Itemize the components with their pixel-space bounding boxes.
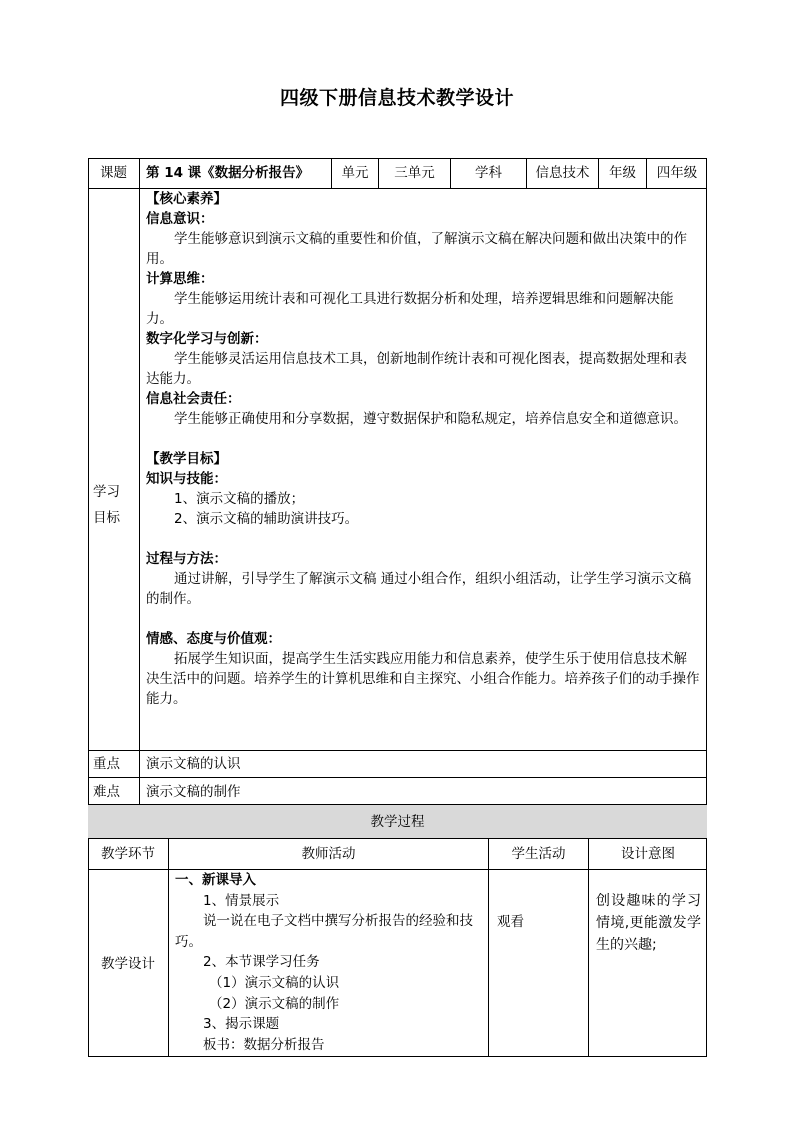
process-methods-title: 过程与方法： <box>146 551 227 567</box>
teacher-line-4: （1）演示文稿的认识 <box>209 974 340 991</box>
teacher-line-6: 3、揭示课题 <box>203 1016 280 1033</box>
knowledge-item-2: 2、演示文稿的辅助演讲技巧。 <box>174 511 359 527</box>
info-awareness-text: 学生能够意识到演示文稿的重要性和价值，了解演示文稿在解决问题和做出决策中的作用。 <box>146 231 687 267</box>
process-methods-text: 通过讲解，引导学生了解演示文稿 通过小组合作，组织小组活动，让学生学习演示文稿的制作。 <box>146 571 692 607</box>
objectives-content <box>139 188 707 750</box>
column-design-intent: 设计意图 <box>588 838 707 869</box>
objectives-label <box>88 188 139 750</box>
unit-label: 单元 <box>331 158 378 188</box>
info-awareness-title: 信息意识： <box>146 211 214 227</box>
objectives-label-line1: 学习 <box>93 483 120 500</box>
teacher-line-1: 1、情景展示 <box>203 892 280 909</box>
document-title: 四级下册信息技术教学设计 <box>279 87 514 109</box>
key-point-value: 演示文稿的认识 <box>139 750 707 777</box>
emotion-values-text: 拓展学生知识面，提高学生生活实践应用能力和信息素养，使学生乐于使用信息技术解决生活中的问题。培养学生的计算机思维和自主探究、小组合作能力。培养孩子们的动手操作能力。 <box>146 651 700 707</box>
key-point-label: 重点 <box>88 750 139 777</box>
column-stage: 教学环节 <box>88 838 168 869</box>
teacher-line-2: 说一说在电子文档中撰写分析报告的经验和技巧。 <box>175 913 473 950</box>
teacher-line-7: 板书：数据分析报告 <box>203 1036 325 1053</box>
digital-learning-title: 数字化学习与创新： <box>146 331 268 347</box>
grade-value: 四年级 <box>646 158 707 188</box>
student-activity-cell: 观看 <box>488 869 588 1057</box>
social-responsibility-title: 信息社会责任： <box>146 391 241 407</box>
teacher-activity-cell <box>168 869 488 1057</box>
knowledge-item-1: 1、演示文稿的播放； <box>174 491 305 507</box>
process-section-header: 教学过程 <box>88 805 707 838</box>
objectives-label-line2: 目标 <box>93 509 120 526</box>
teaching-goals-heading: 【教学目标】 <box>146 451 227 467</box>
design-intent-cell: 创设趣味的学习情境,更能激发学生的兴趣; <box>588 869 707 1057</box>
difficulty-value: 演示文稿的制作 <box>139 777 707 805</box>
teacher-line-5: （2）演示文稿的制作 <box>209 995 340 1012</box>
grade-label: 年级 <box>598 158 646 188</box>
knowledge-skills-title: 知识与技能： <box>146 471 227 487</box>
teacher-heading: 一、新课导入 <box>175 872 256 888</box>
digital-learning-text: 学生能够灵活运用信息技术工具，创新地制作统计表和可视化图表，提高数据处理和表达能力。 <box>146 351 687 387</box>
column-student-activity: 学生活动 <box>488 838 588 869</box>
emotion-values-title: 情感、态度与价值观： <box>146 631 281 647</box>
computational-thinking-text: 学生能够运用统计表和可视化工具进行数据分析和处理，培养逻辑思维和问题解决能力。 <box>146 291 674 327</box>
column-teacher-activity: 教师活动 <box>168 838 488 869</box>
lesson-label: 课题 <box>100 165 127 181</box>
core-literacy-heading: 【核心素养】 <box>146 191 227 207</box>
lesson-value: 第 14 课《数据分析报告》 <box>139 158 331 188</box>
computational-thinking-title: 计算思维： <box>146 271 214 287</box>
teacher-line-3: 2、本节课学习任务 <box>203 954 320 971</box>
subject-value: 信息技术 <box>526 158 598 188</box>
stage-cell: 教学设计 <box>88 869 168 1057</box>
subject-label: 学科 <box>450 158 526 188</box>
social-responsibility-text: 学生能够正确使用和分享数据，遵守数据保护和隐私规定，培养信息安全和道德意识。 <box>174 411 687 427</box>
unit-value: 三单元 <box>378 158 450 188</box>
difficulty-label: 难点 <box>88 777 139 805</box>
